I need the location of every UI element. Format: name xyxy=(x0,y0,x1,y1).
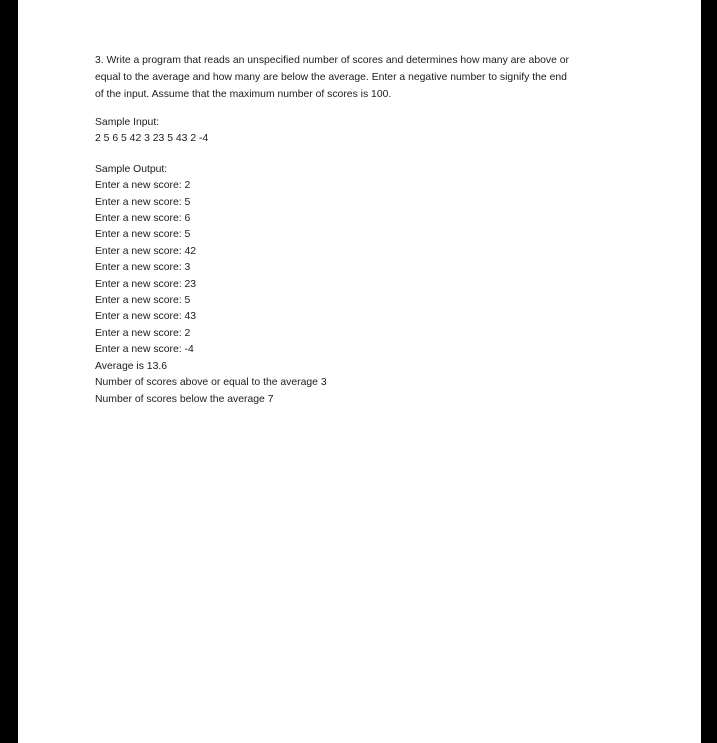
question-line: 3. Write a program that reads an unspecified number of scores and determines how many are above or xyxy=(95,55,569,66)
question-line: equal to the average and how many are below the average. Enter a negative number to signify the end xyxy=(95,72,567,83)
output-line: Enter a new score: -4 xyxy=(95,344,194,356)
output-line: Enter a new score: 42 xyxy=(95,245,197,257)
document-content xyxy=(95,52,635,408)
output-line: Enter a new score: 2 xyxy=(95,180,191,192)
sample-output-section xyxy=(95,162,635,408)
output-line: Average is 13.6 xyxy=(95,360,168,372)
output-line: Enter a new score: 5 xyxy=(95,229,191,241)
sample-output-heading: Sample Output: xyxy=(95,163,168,175)
output-line: Enter a new score: 3 xyxy=(95,262,191,274)
sample-input-heading: Sample Input: xyxy=(95,117,160,128)
sample-input-value: 2 5 6 5 42 3 23 5 43 2 -4 xyxy=(95,133,209,145)
output-line: Enter a new score: 43 xyxy=(95,311,197,323)
output-line: Enter a new score: 23 xyxy=(95,278,197,290)
output-line: Number of scores below the average 7 xyxy=(95,393,274,405)
output-line: Enter a new score: 5 xyxy=(95,295,191,307)
output-line: Number of scores above or equal to the average 3 xyxy=(95,377,327,389)
question-line: of the input. Assume that the maximum number of scores is 100. xyxy=(95,89,392,100)
question-text xyxy=(95,52,635,103)
output-line: Enter a new score: 2 xyxy=(95,327,191,339)
output-line: Enter a new score: 6 xyxy=(95,213,191,225)
sample-input-section xyxy=(95,115,635,148)
document-page xyxy=(18,0,701,743)
output-line: Enter a new score: 5 xyxy=(95,196,191,208)
